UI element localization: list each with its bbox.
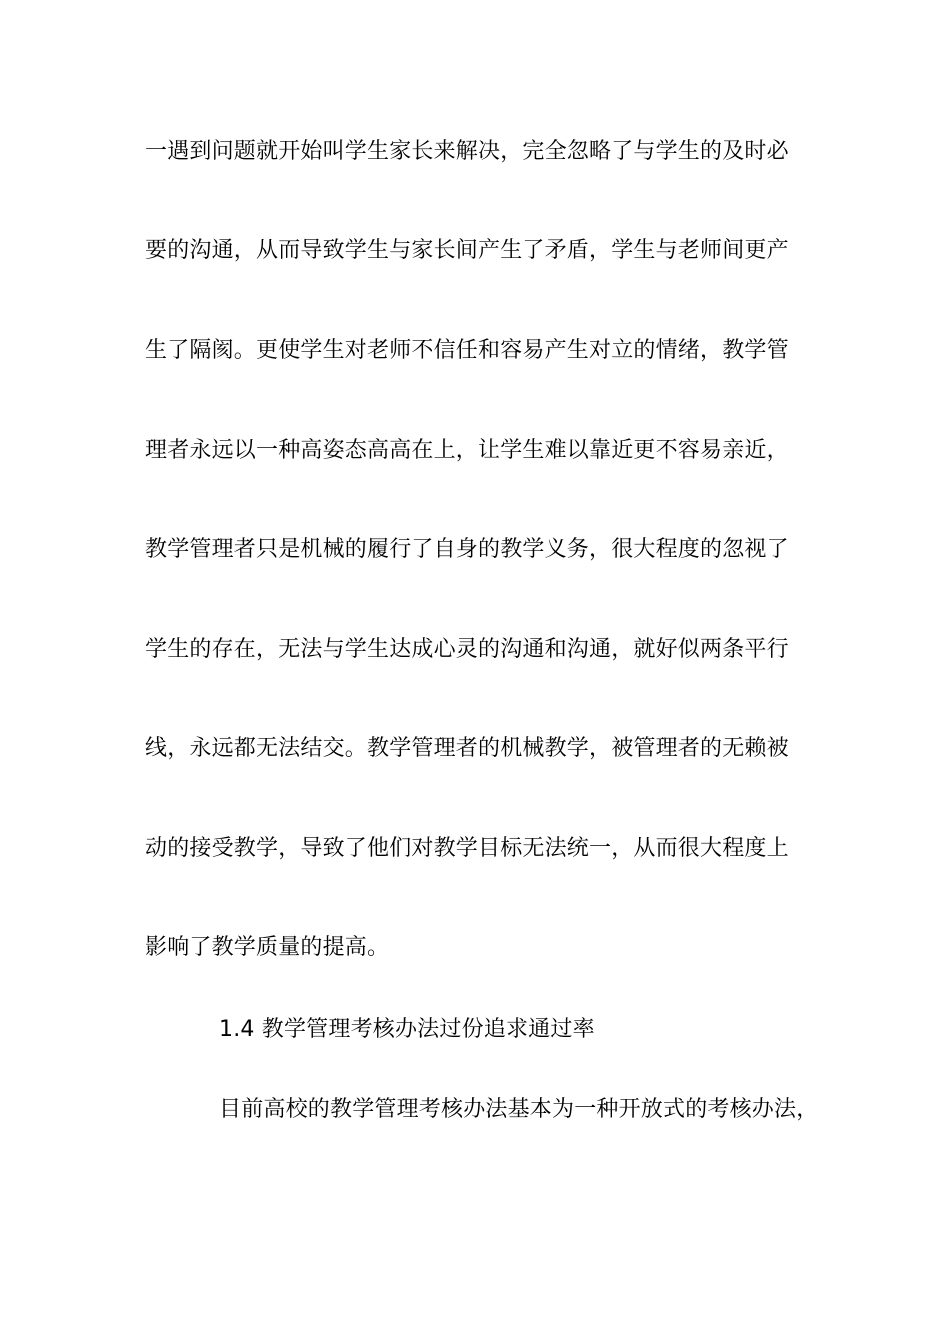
paragraph-first-line: 目前高校的教学管理考核办法基本为一种开放式的考核办法， <box>219 1097 819 1122</box>
paragraph-line: 理者永远以一种高姿态高高在上，让学生难以靠近更不容易亲近， <box>145 438 789 463</box>
section-heading: 1.4 教学管理考核办法过份追求通过率 <box>219 1017 595 1042</box>
paragraph-line: 影响了教学质量的提高。 <box>145 935 390 960</box>
paragraph-line: 学生的存在，无法与学生达成心灵的沟通和沟通，就好似两条平行 <box>145 637 789 662</box>
paragraph-line: 动的接受教学，导致了他们对教学目标无法统一，从而很大程度上 <box>145 836 789 861</box>
paragraph-line: 要的沟通，从而导致学生与家长间产生了矛盾，学生与老师间更产 <box>145 238 789 263</box>
paragraph-line: 生了隔阂。更使学生对老师不信任和容易产生对立的情绪，教学管 <box>145 338 789 363</box>
paragraph-line: 线，永远都无法结交。教学管理者的机械教学，被管理者的无赖被 <box>145 736 789 761</box>
paragraph-line: 教学管理者只是机械的履行了自身的教学义务，很大程度的忽视了 <box>145 537 789 562</box>
paragraph-line: 一遇到问题就开始叫学生家长来解决，完全忽略了与学生的及时必 <box>145 139 789 164</box>
